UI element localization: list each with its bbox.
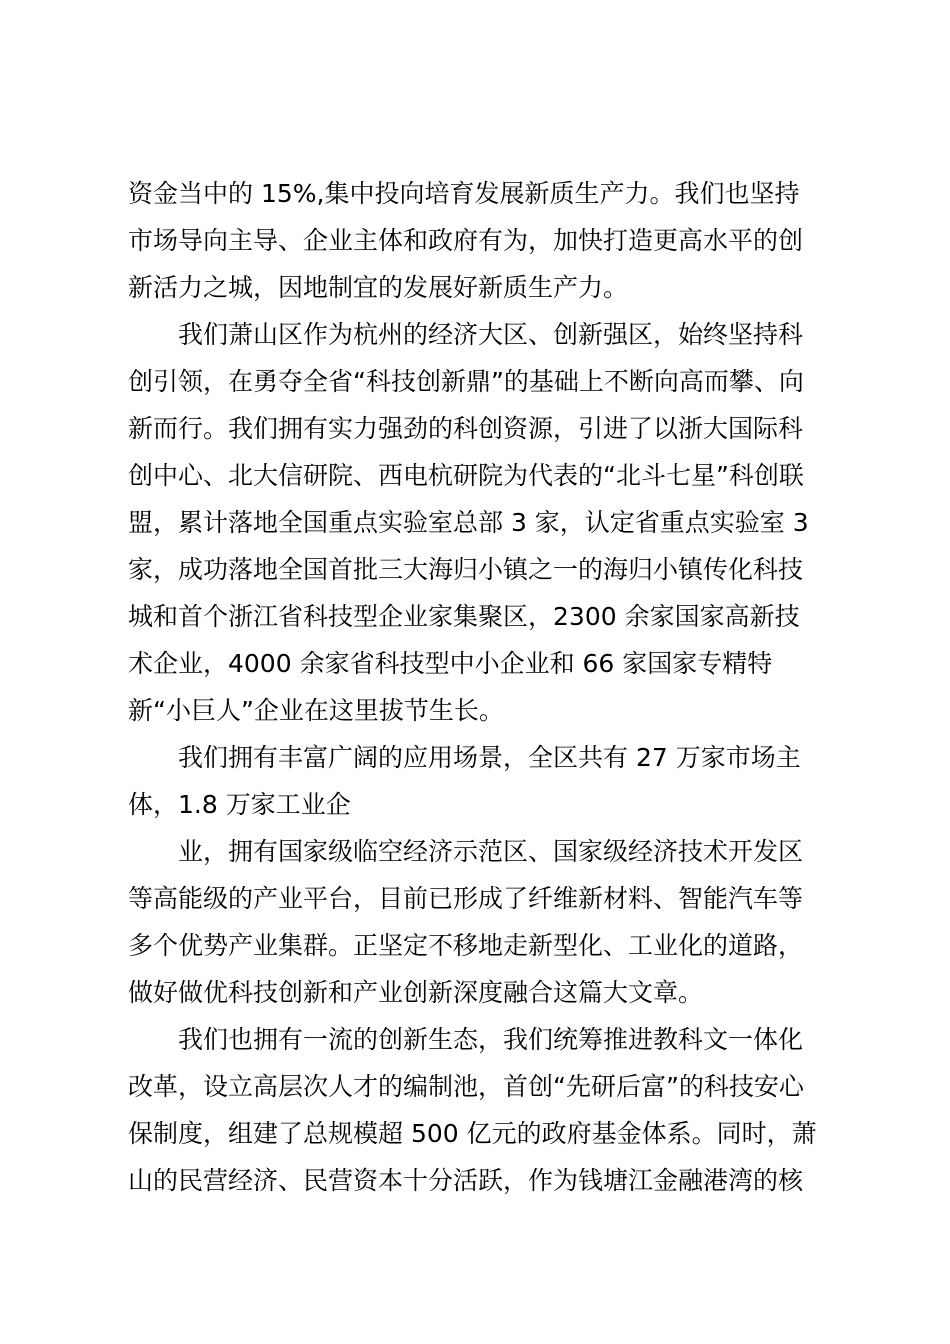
- text-line: 业，拥有国家级临空经济示范区、国家级经济技术开发区: [178, 837, 804, 866]
- text-line: 创中心、北大信研院、西电杭研院为代表的“北斗七星”科创联: [128, 461, 804, 490]
- text-line: 盟，累计落地全国重点实验室总部 3 家，认定省重点实验室 3: [128, 508, 809, 537]
- text-line: 术企业，4000 余家省科技型中小企业和 66 家国家专精特: [128, 649, 773, 678]
- text-line: 新而行。我们拥有实力强劲的科创资源，引进了以浙大国际科: [128, 414, 804, 443]
- text-line: 创引领，在勇夺全省“科技创新鼎”的基础上不断向高而攀、向: [128, 367, 804, 396]
- text-line: 做好做优科技创新和产业创新深度融合这篇大文章。: [128, 978, 704, 1007]
- text-line: 资金当中的 15%,集中投向培育发展新质生产力。我们也坚持: [128, 179, 800, 208]
- text-line: 我们萧山区作为杭州的经济大区、创新强区，始终坚持科: [178, 320, 804, 349]
- text-line: 改革，设立高层次人才的编制池，首创“先研后富”的科技安心: [128, 1072, 804, 1101]
- text-line: 我们也拥有一流的创新生态，我们统筹推进教科文一体化: [178, 1025, 804, 1054]
- body-text: [128, 170, 828, 1204]
- text-line: 等高能级的产业平台，目前已形成了纤维新材料、智能汽车等: [128, 884, 804, 913]
- text-line: 保制度，组建了总规模超 500 亿元的政府基金体系。同时，萧: [128, 1119, 817, 1148]
- text-line: 我们拥有丰富广阔的应用场景，全区共有 27 万家市场主: [178, 743, 801, 772]
- text-line: 家，成功落地全国首批三大海归小镇之一的海归小镇传化科技: [128, 555, 804, 584]
- text-line: 体，1.8 万家工业企: [128, 790, 351, 819]
- text-line: 山的民营经济、民营资本十分活跃，作为钱塘江金融港湾的核: [128, 1166, 804, 1195]
- text-line: 新“小巨人”企业在这里拔节生长。: [128, 696, 504, 725]
- text-line: 多个优势产业集群。正坚定不移地走新型化、工业化的道路，: [128, 931, 804, 960]
- text-line: 城和首个浙江省科技型企业家集聚区，2300 余家国家高新技: [128, 602, 800, 631]
- text-line: 市场导向主导、企业主体和政府有为，加快打造更高水平的创: [128, 226, 804, 255]
- text-line: 新活力之城，因地制宜的发展好新质生产力。: [128, 273, 629, 302]
